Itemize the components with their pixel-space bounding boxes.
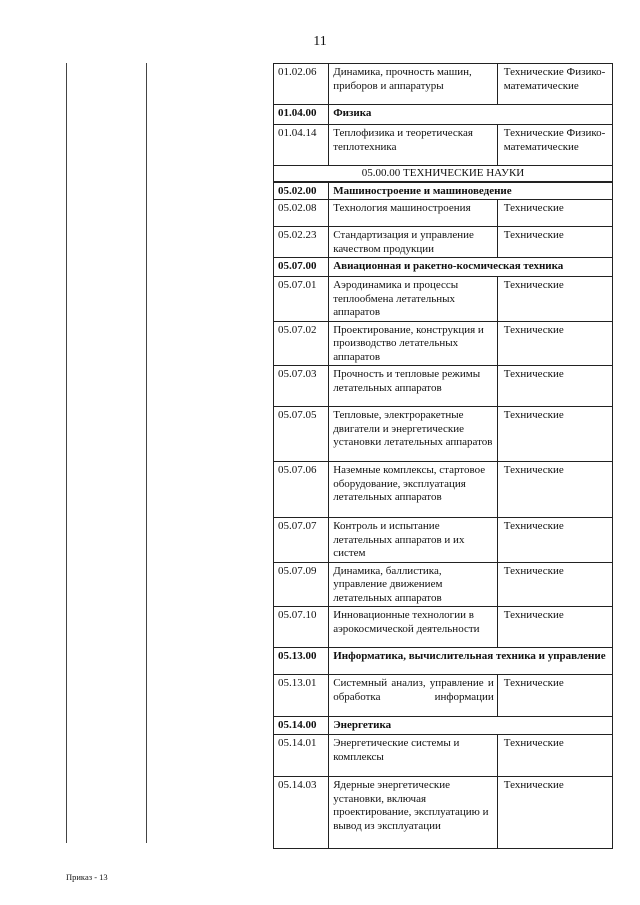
specialty-name: Аэродинамика и процессы теплообмена летательных аппаратов xyxy=(329,277,498,322)
table-row xyxy=(274,562,613,607)
group-code: 05.02.00 xyxy=(274,182,329,200)
margin-rule-right xyxy=(146,63,147,843)
specialty-name: Системный анализ, управление и обработка информации xyxy=(329,675,498,717)
table-row xyxy=(274,675,613,717)
group-code: 05.13.00 xyxy=(274,648,329,675)
group-row xyxy=(274,717,613,735)
specialty-code: 05.14.01 xyxy=(274,735,329,777)
specialty-name: Наземные комплексы, стартовое оборудование, эксплуатация летательных аппаратов xyxy=(329,462,498,518)
specialty-code: 05.02.08 xyxy=(274,200,329,227)
specialty-code: 05.07.07 xyxy=(274,518,329,563)
specialty-code: 05.07.02 xyxy=(274,321,329,366)
table-row xyxy=(274,64,613,105)
margin-rule-left xyxy=(66,63,67,843)
group-name: Информатика, вычислительная техника и управление xyxy=(329,648,613,675)
table-row xyxy=(274,607,613,648)
table-row xyxy=(274,227,613,258)
science-branch: Технические xyxy=(497,735,612,777)
section-heading: 05.00.00 ТЕХНИЧЕСКИЕ НАУКИ xyxy=(274,166,613,182)
group-code: 05.07.00 xyxy=(274,258,329,277)
specialty-code: 01.04.14 xyxy=(274,125,329,166)
table-row xyxy=(274,407,613,462)
specialty-name: Прочность и тепловые режимы летательных аппаратов xyxy=(329,366,498,407)
footer-note: Приказ - 13 xyxy=(66,872,108,882)
table-row xyxy=(274,366,613,407)
table-row xyxy=(274,777,613,849)
specialty-name: Динамика, прочность машин, приборов и аппаратуры xyxy=(329,64,498,105)
table-row xyxy=(274,462,613,518)
science-branch: Технические xyxy=(497,227,612,258)
table-row xyxy=(274,321,613,366)
science-branch: Технические xyxy=(497,562,612,607)
specialty-table xyxy=(273,63,613,849)
group-row xyxy=(274,258,613,277)
group-row xyxy=(274,648,613,675)
specialty-name: Тепловые, электроракетные двигатели и энергетические установки летательных аппаратов xyxy=(329,407,498,462)
specialty-code: 05.07.09 xyxy=(274,562,329,607)
group-code: 01.04.00 xyxy=(274,105,329,125)
specialty-code: 01.02.06 xyxy=(274,64,329,105)
specialty-code: 05.02.23 xyxy=(274,227,329,258)
specialty-code: 05.07.01 xyxy=(274,277,329,322)
specialty-name: Ядерные энергетические установки, включая проектирование, эксплуатацию и вывод из эксплуатации xyxy=(329,777,498,849)
group-name: Авиационная и ракетно-космическая техника xyxy=(329,258,613,277)
section-heading-row xyxy=(274,166,613,182)
page-number: 11 xyxy=(313,34,327,49)
science-branch: Технические xyxy=(497,366,612,407)
table-row xyxy=(274,277,613,322)
specialty-name: Проектирование, конструкция и производство летательных аппаратов xyxy=(329,321,498,366)
group-row xyxy=(274,105,613,125)
specialty-name: Технология машиностроения xyxy=(329,200,498,227)
science-branch: Технические Физико-математические xyxy=(497,64,612,105)
science-branch: Технические xyxy=(497,462,612,518)
specialty-name: Динамика, баллистика, управление движением летательных аппаратов xyxy=(329,562,498,607)
group-name: Физика xyxy=(329,105,613,125)
specialty-name: Стандартизация и управление качеством продукции xyxy=(329,227,498,258)
group-name: Энергетика xyxy=(329,717,613,735)
science-branch: Технические xyxy=(497,200,612,227)
science-branch: Технические xyxy=(497,277,612,322)
science-branch: Технические xyxy=(497,607,612,648)
table-row xyxy=(274,125,613,166)
specialty-code: 05.07.05 xyxy=(274,407,329,462)
table-row xyxy=(274,518,613,563)
specialty-name: Контроль и испытание летательных аппаратов и их систем xyxy=(329,518,498,563)
science-branch: Технические xyxy=(497,321,612,366)
specialty-code: 05.13.01 xyxy=(274,675,329,717)
science-branch: Технические xyxy=(497,777,612,849)
specialty-name: Теплофизика и теоретическая теплотехника xyxy=(329,125,498,166)
table-row xyxy=(274,735,613,777)
group-name: Машиностроение и машиноведение xyxy=(329,182,613,200)
science-branch: Технические xyxy=(497,675,612,717)
specialty-code: 05.07.06 xyxy=(274,462,329,518)
table-row xyxy=(274,200,613,227)
specialty-code: 05.07.03 xyxy=(274,366,329,407)
specialty-name: Инновационные технологии в аэрокосмической деятельности xyxy=(329,607,498,648)
group-code: 05.14.00 xyxy=(274,717,329,735)
group-row xyxy=(274,182,613,200)
specialty-code: 05.07.10 xyxy=(274,607,329,648)
science-branch: Технические Физико-математические xyxy=(497,125,612,166)
specialty-name: Энергетические системы и комплексы xyxy=(329,735,498,777)
science-branch: Технические xyxy=(497,407,612,462)
science-branch: Технические xyxy=(497,518,612,563)
specialty-code: 05.14.03 xyxy=(274,777,329,849)
